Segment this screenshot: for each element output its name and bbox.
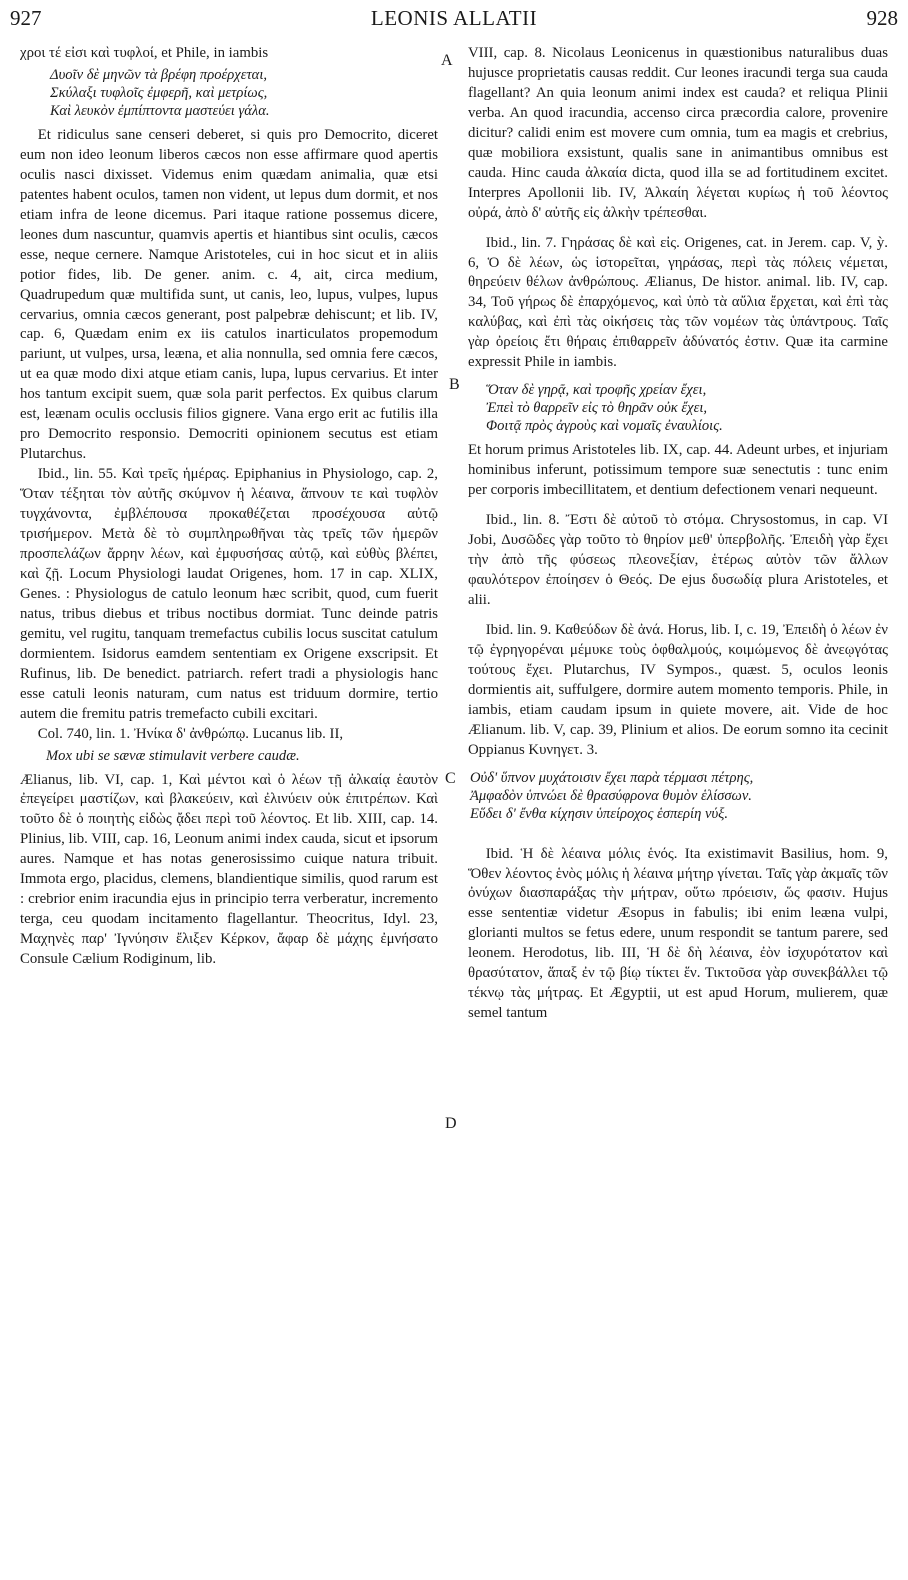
verse-line: Δυοῖν δὲ μηνῶν τὰ βρέφη προέρχεται,	[50, 66, 268, 83]
verse-line: Mox ubi se sævæ stimulavit verbere caudæ.	[46, 747, 300, 764]
page-header	[10, 6, 898, 34]
left-verse-2	[46, 747, 438, 765]
right-paragraph: VIII, cap. 8. Nicolaus Leonicenus in quæstionibus naturalibus duas hujusce proprietatis causas reddit. Cur leones iracundi terga sua cauda flagellant? An quia leonum animi index est cauda? et reliqua Plinii verba. An quod iracundia, accenso circa præcordia calore, provenire dicitur? calidi enim est movere cum omnia, tum ea magis et crebrius, quæ mobiliora exsistunt, qualis sane in animantibus omnibus est cauda. Hinc cauda ἀλκαία dicta, quod illa se ad fortitudinem excitet. Interpres Apollonii lib. IV, Ἀλκαίη λέγεται κυρίως ἡ τοῦ λέοντος οὐρά, ἀπὸ δ' αὐτῆς εἰς ἀλκὴν τρέπεσθαι.	[468, 45, 888, 221]
right-verse-2	[470, 769, 888, 823]
left-paragraph: Ælianus, lib. VI, cap. 1, Καὶ μέντοι καὶ ὁ λέων τῇ ἀλκαίᾳ ἑαυτὸν ἐπεγείρει μαστίζων, καὶ βλακεύειν, καὶ ἐλινύειν οὐκ ἐπιτρέπων. Καὶ τοῦτο δὲ ὁ ποιητὴς εἰδὼς ᾄδει περὶ τοῦ λέοντος. Et lib. XIII, cap. 14. Plinius, lib. VIII, cap. 16, Leonum animi index cauda, sicut et ipsorum aures. Namque et has notas generosissimo cuique natura tribuit. Immota ergo, placidus, clemens, blandientique similis, quod rarum est : crebrior enim iracundia ejus in principio terra verberatur, incremento terga, ceu quodam incitamento flagellantur. Theocritus, Idyl. 23, Μαχηνὲς παρ' Ἰγνύησιν ἔλιξεν Κέρκον, ἄφαρ δὲ μάχης ἐμνήσατο Consule Cælium Rodiginum, lib.	[20, 771, 438, 968]
right-paragraph: Ibid., lin. 8. Ἔστι δὲ αὐτοῦ τὸ στόμα. Chrysostomus, in cap. VI Jobi, Δυσῶδες γὰρ τοῦτο τὸ θηρίον μεθ' ὑπερβολῆς. Ἐπειδὴ γὰρ ἔχει τὴν ἀπὸ τῆς φύσεως πλεονεξίαν, ἑτέρως αὐτὸν τῶν ἄλλων φαυλότερον ἐποίησεν ὁ Θεός. De ejus δυσωδίᾳ plura Aristoteles, et alii.	[468, 512, 888, 608]
right-paragraph: Ibid. Ἡ δὲ λέαινα μόλις ἑνός. Ita existimavit Basilius, hom. 9, Ὅθεν λέοντος ἑνὸς μόλις ἡ λέαινα μήτηρ γίνεται. Ταῖς γὰρ ἀκμαῖς τῶν ὀνύχων διασπαράξας τὴν μήτραν, οὕτω πρόεισιν, ὥς φασιν. Hujus esse sententiæ videtur Æsopus in fabulis; ibi enim leæna vulpi, glorianti multos se fetus edere, unum respondit se tantum parere, sed leonem. Herodotus, lib. III, Ἡ δὲ δὴ λέαινα, ἐὸν ἰσχυρότατον καὶ θρασύτατον, ἅπαξ ἐν τῷ βίῳ τίκτει ἕν. Τικτοῦσα γὰρ συνεκβάλλει τῷ τέκνῳ τὰς μήτρας. Et Ægyptii, ut est apud Horum, mulierem, quæ semel tantum	[468, 845, 888, 1022]
verse-line: Οὐδ' ὕπνον μυχάτοισιν ἔχει παρὰ τέρμασι πέτρης,	[470, 769, 754, 786]
right-verse-1	[486, 381, 888, 435]
verse-line: Ἐπεὶ τὸ θαρρεῖν εἰς τὸ θηρᾶν οὐκ ἔχει,	[486, 400, 708, 417]
right-paragraph: Ibid., lin. 7. Γηράσας δὲ καὶ εἰς. Origenes, cat. in Jerem. cap. V, ỳ. 6, Ὁ δὲ λέων, ὡς ἱστορεῖται, γηράσας, περὶ τὰς πόλεις νέμεται, θηρεύειν θέλων ἀνθρώπους. Ælianus, De histor. animal. lib. IV, cap. 34, Τοῦ γήρως δὲ ἐπαρχόμενος, καὶ ὑπὸ τὰ αὔλια ἔρχεται, καὶ ἐπὶ τὰς καλύβας, καὶ ἐπὶ τὰς οἰκήσεις τὰς τῶν νομέων τὰς ὑπάντρους. Ταῖς γὰρ ὀρείοις ἔτι θήραις ἐπιθαρρεῖν ἀδύνατός ἐστιν. Quæ ita carmine expressit Phile in iambis.	[468, 234, 888, 371]
column-marker-d: D	[445, 1115, 457, 1132]
left-verse-1	[50, 66, 438, 120]
left-intro-line: χροι τέ εἰσι καὶ τυφλοί, et Phile, in iambis	[20, 45, 269, 61]
column-marker-b: B	[449, 376, 460, 393]
left-paragraph: Col. 740, lin. 1. Ἠνίκα δ' ἀνθρώπῳ. Lucanus lib. II,	[37, 725, 344, 742]
verse-line: Ἀμφαδὸν ὑπνώει δὲ θρασύφρονα θυμὸν ἑλίσσων.	[470, 787, 752, 804]
verse-line: Καὶ λευκὸν ἐμπίπτοντα μαστεύει γάλα.	[50, 102, 270, 119]
right-paragraph: Ibid. lin. 9. Καθεύδων δὲ ἀνά. Horus, lib. I, c. 19, Ἐπειδὴ ὁ λέων ἐν τῷ ἐγρηγορέναι μέμυκε τοὺς ὀφθαλμούς, κοιμώμενος δὲ ἀνεῳγότας τούτους ἔχει. Plutarchus, IV Sympos., quæst. 5, oculos leonis dormientis ait, suffulgere, dormire autem momento temporis. Phile, in iambis, etiam caudam ipsum in quiete movere, ait. Vide de hoc Ælianum. lib. V, cap. 39, Plinium et alios. De eorum somno ita cecinit Oppianus Κυνηγετ. 3.	[468, 621, 888, 758]
verse-line: Σκύλαξι τυφλοῖς ἐμφερῆ, καὶ μετρίως,	[50, 84, 268, 101]
page-number-right: 928	[866, 6, 898, 30]
page-number-left: 927	[10, 6, 42, 30]
left-paragraph: Ibid., lin. 55. Καὶ τρεῖς ἡμέρας. Epiphanius in Physiologo, cap. 2, Ὅταν τέξηται τὸν αὐτῆς σκύμνον ἡ λέαινα, ἄπνουν τε καὶ τυφλὸν τυγχάνοντα, ἐμβλέπουσα προκαθέζεται προσέχουσα αὐτῷ τρισήμερον. Μετὰ δὲ τὸ συμπληρωθῆναι τὰς τρεῖς τῶν ἡμερῶν προσπελάζων ἄρρην λέων, καὶ ἐμφυσήσας αὐτῷ, καὶ εὐθὺς βλέπει, καὶ ζῇ. Locum Physiologi laudat Origenes, hom. 17 in cap. XLIX, Genes. : Physiologus de catulo leonum hæc scribit, quod, cum fuerit natus, tribus diebus et tribus noctibus dormiat. Tunc deinde patris gemitu, vel rugitu, tanquam tremefactus cubilis locus suscitat catulum dormientem. Isidorus eamdem sententiam ex Origene exscripsit. Et Rufinus, lib. De benedict. patriarch. refert tradi a physiologis hanc esse catuli leonis naturam, cum natus est triduum dormire, tertio autem die fremitu patris tremefacto cubili excitari.	[20, 466, 438, 722]
verse-line: Εὕδει δ' ἔνθα κίχησιν ὑπείροχος ἑσπερίη νύξ.	[470, 805, 729, 822]
left-paragraph: Et ridiculus sane censeri deberet, si quis pro Democrito, diceret eum non ideo leonum liberos cæcos non esse affirmare quod apertis oculis nasci dixisset. Videmus enim quædam animalia, quæ etsi patentes habent oculos, tamen non vident, ut lepus dum dormit, et nos etiam infra de leone dicemus. Pari itaque ratione possemus dicere, leones dum nascuntur, quamvis apertis et hiantibus sint oculis, cæcos esse, neque cernere. Namque Aristoteles, cui in hoc sicut et in aliis potior fides, lib. De gener. anim. c. 4, ait, circa medium, Quadrupedum quæ multifida sunt, ut canis, leo, lupus, vulpes, lupus cervarius, omnia cæcos generant, post palpebræ dehiscunt; et lib. IV, cap. 6, Quædam enim ex iis catulos inarticulatos propemodum pariunt, ut vulpes, ursa, leæna, et alia nonnulla, sed omnia fere cæcos, ut ea quæ modo dixi atque etiam canis, lupa, lupus cervarius. Et inter hos tantum excipit suem, quæ sola parit perfectos. Ex quibus clarum est, leænam oculis occlusis filios gignere. Vana ergo erit ac futilis illa pro Democrito responsio. Democriti opinionem secutus est etiam Plutarchus.	[20, 126, 438, 463]
right-paragraph: Et horum primus Aristoteles lib. IX, cap. 44. Adeunt urbes, et injuriam hominibus inferunt, potissimum tempore suæ senectutis : tunc enim per corporis imbecillitatem, et dentium defectionem venari nequeunt.	[468, 442, 888, 499]
verse-line: Φοιτᾷ πρὸς ἀγροὺς καὶ νομαῖς ἐναυλίοις.	[486, 418, 723, 435]
column-marker-c: C	[445, 770, 456, 787]
running-title: LEONIS ALLATII	[370, 6, 538, 30]
verse-line: Ὅταν δὲ γηρᾷ, καὶ τροφῆς χρείαν ἔχει,	[486, 382, 707, 399]
column-marker-a: A	[441, 52, 453, 69]
left-column	[20, 44, 438, 970]
right-column	[468, 44, 888, 1024]
